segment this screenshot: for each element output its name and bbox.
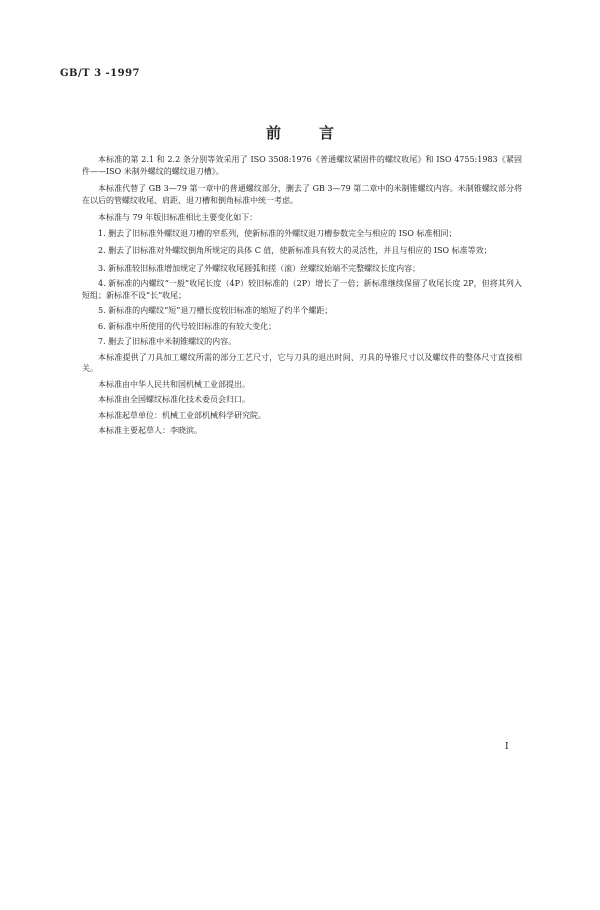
list-item-change-1: 1. 删去了旧标准外螺纹退刀槽的窄系列，使新标准的外螺纹退刀槽参数完全与相应的 ISO 标准相同； xyxy=(98,228,457,238)
list-item-change-6: 6. 新标准中所使用的代号较旧标准的有较大变化； xyxy=(98,321,277,331)
page-number: I xyxy=(505,742,509,752)
list-item-change-5: 5. 新标准的内螺纹“短”退刀槽长度较旧标准的缩短了约半个螺距； xyxy=(98,306,333,315)
paragraph-drafting-unit: 本标准起草单位：机械工业部机械科学研究院。 xyxy=(98,410,266,420)
paragraph-drafter: 本标准主要起草人：李晓滨。 xyxy=(98,426,202,435)
standard-code: GB/T 3 -1997 xyxy=(60,68,140,79)
list-item-change-4: 4. 新标准的内螺纹“一般”收尾长度（4P）较旧标准的（2P）增长了一倍；新标准继续保留了收尾长度 2P，但将其列入短组；新标准不设“长”收尾； xyxy=(82,279,522,300)
foreword-body xyxy=(82,154,522,441)
paragraph-committee: 本标准由全国螺纹标准化技术委员会归口。 xyxy=(98,395,250,404)
paragraph-changes-intro: 本标准与 79 年版旧标准相比主要变化如下： xyxy=(98,213,258,222)
paragraph-iso-adoption: 本标准的第 2.1 和 2.2 条分别等效采用了 ISO 3508:1976《普通螺纹紧固件的螺纹收尾》和 ISO 4755:1983《紧固件——ISO 米制外螺纹的螺纹退刀槽》。 xyxy=(82,155,522,176)
page-title: 前言 xyxy=(265,124,372,142)
list-item-change-7: 7. 删去了旧标准中米制锥螺纹的内容。 xyxy=(98,337,237,346)
paragraph-tool-dimensions: 本标准提供了刀具加工螺纹所需的部分工艺尺寸，它与刀具的退出时间、刃具的导锥尺寸以及螺纹件的整体尺寸直接相关。 xyxy=(82,352,522,373)
paragraph-proposer: 本标准由中华人民共和国机械工业部提出。 xyxy=(98,379,250,389)
list-item-change-3: 3. 新标准较旧标准增加规定了外螺纹收尾圆弧和搓（滚）丝螺纹始端不完整螺纹长度内容； xyxy=(98,263,421,273)
paragraph-replacement: 本标准代替了 GB 3—79 第一章中的普通螺纹部分，删去了 GB 3—79 第二章中的米制锥螺纹内容。米制锥螺纹部分将在以后的管螺纹收尾、肩距、退刀槽和倒角标准中统一考虑。 xyxy=(82,184,522,205)
list-item-change-2: 2. 删去了旧标准对外螺纹倒角所规定的具体 C 值，使新标准具有较大的灵活性，并且与相应的 ISO 标准等效； xyxy=(98,246,492,255)
